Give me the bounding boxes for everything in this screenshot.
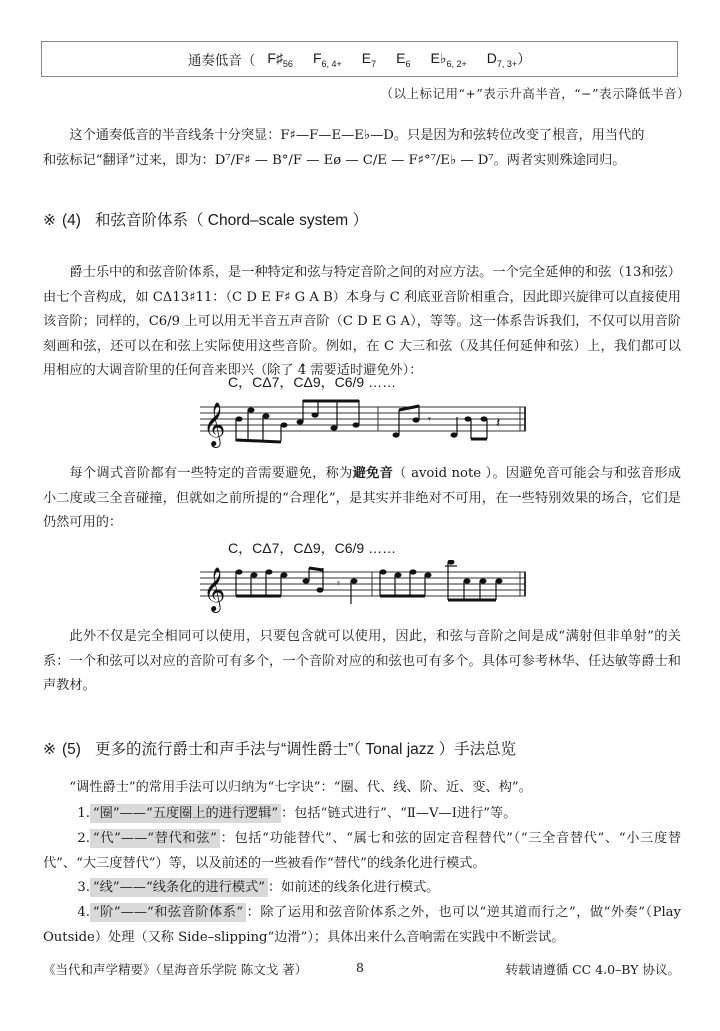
figured-bass-label: 通奏低音（ (187, 53, 256, 69)
list-number: 2. (77, 831, 90, 846)
paragraph-chromatic-bass (43, 124, 681, 173)
bass-note: $E_6$ (396, 49, 411, 69)
figured-bass-close: ） (517, 52, 532, 68)
highlight-term: “线”——“线条化的进行模式” (90, 878, 268, 897)
section-title: 和弦音阶体系（ Chord–scale system ） (94, 212, 368, 229)
highlight-term: “阶”——“和弦音阶体系” (90, 903, 246, 922)
bass-note: $F♯_{56}$ (267, 49, 293, 69)
bass-note: $E_7$ (361, 49, 377, 69)
section-number: (5) (62, 741, 81, 758)
example2-chord-label: C，CΔ7，CΔ9，C6/9 …… (228, 540, 397, 556)
bass-note: $E♭_{6, 2+}$ (430, 49, 467, 69)
bass-note: $F_{6, 4+}$ (312, 49, 342, 69)
svg-text:𝄾: 𝄾 (428, 413, 431, 426)
list-item (43, 827, 681, 876)
list-item (43, 802, 681, 827)
paragraph-chord-scale: 爵士乐中的和弦音阶体系，是一种特定和弦与特定音阶之间的对应方法。一个完全延伸的和弦（13和弦）由七个音构成，如 CΔ13♯11：（C D E F♯ G A B）本身与 C 利底亚音阶相重合，因此即兴旋律可以直接使用该音阶；同样的，C6/9 上可以用无半音五声音阶（C D E G A），等等。这一体系告诉我们，不仅可以用音阶刻画和弦，还可以在和弦上实际使用这些音阶。例如，在 C 大三和弦（及其任何延伸和弦）上，我们都可以用相应的大调音阶里的任何音来即兴（除了 4̂ 需要适时避免外）： (43, 265, 681, 378)
footer-license: 转载请遵循 CC 4.0–BY 协议。 (505, 962, 680, 977)
list-number: 4. (77, 905, 90, 920)
paragraph-surjection: 此外不仅是完全相同可以使用，只要包含就可以使用，因此，和弦与音阶之间是成“满射但非单射”的关系：一个和弦可以对应的音阶可有多个，一个音阶对应的和弦也可有多个。具体可参考林华、任达敏等爵士和声教材。 (43, 629, 681, 693)
list-text: ：包括“功能替代”、“属七和弦的固定音程替代”（“三全音替代”、“小三度替代”、“大三度替代”）等，以及前述的一些被看作“替代”的线条化进行模式。 (43, 831, 682, 871)
term-avoid-note: 避免音 (352, 465, 394, 480)
paragraph-line: 和弦标记“翻译”过来，即为：D⁷/F♯ — B°/F — Eø — C/E — F♯°⁷/E♭ — D⁷。两者实则殊途同归。 (43, 152, 626, 168)
section-heading-5 (43, 737, 516, 759)
music-example-1 (196, 395, 530, 450)
list-number: 1. (77, 806, 90, 821)
section-heading-4 (43, 208, 368, 230)
svg-text:𝄾: 𝄾 (337, 577, 340, 590)
reference-mark: ※ (43, 212, 56, 229)
list-number: 3. (77, 880, 90, 895)
list-text: ：除了运用和弦音阶体系之外，也可以“逆其道而行之”，做“外奏”（Play Outside）处理（又称 Side–slipping“边滑”）；具体出来什么音响需在实践中不断尝试。 (43, 905, 681, 945)
music-example-2 (196, 560, 530, 620)
page-number: 8 (356, 960, 364, 975)
example1-chord-label: C，CΔ7，CΔ9，C6/9 …… (228, 374, 397, 390)
svg-text:𝄞: 𝄞 (203, 402, 226, 446)
figured-bass-box (41, 41, 678, 77)
paragraph-seven-methods: “调性爵士”的常用手法可以归纳为“七字诀”：“圈、代、线、阶、近、变、构”。 (69, 780, 532, 795)
list-item (43, 901, 681, 950)
highlight-term: “代”——“替代和弦” (90, 829, 220, 848)
section-number: (4) (62, 212, 81, 229)
reference-mark: ※ (43, 741, 56, 758)
svg-text:𝄽: 𝄽 (496, 415, 501, 431)
section-title: 更多的流行爵士和声手法与“调性爵士”（ Tonal jazz ）手法总览 (94, 741, 517, 758)
text-span: （ avoid note ）。因避免音可能会与和弦音形成小二度或三全音碰撞，但就如之前所提的“合理化”，是其实并非绝对不可用，在一些特别效果的场合，它们是仍然可用的： (43, 466, 681, 530)
svg-text:𝄞: 𝄞 (203, 567, 226, 611)
highlight-term: “圈”——“五度圈上的进行逻辑” (90, 804, 281, 823)
paragraph-avoid-note (43, 461, 681, 536)
footer-book-title: 《当代和声学精要》（星海音乐学院 陈文戈 著） (43, 962, 308, 977)
list-item (43, 876, 681, 901)
notation-caption: （以上标记用“+”表示升高半音，“−”表示降低半音） (380, 86, 690, 101)
text-span: 每个调式音阶都有一些特定的音需要避免，称为 (69, 466, 353, 481)
paragraph-line: 这个通奏低音的半音线条十分突显：F♯—F—E—E♭—D。只是因为和弦转位改变了根音，用当代的 (69, 128, 645, 143)
list-text: ：包括“链式进行”、“Ⅱ—Ⅴ—Ⅰ进行”等。 (281, 806, 517, 821)
bass-note: $D_{7, 3+}$ (486, 49, 518, 69)
list-text: ：如前述的线条化进行模式。 (267, 880, 440, 895)
